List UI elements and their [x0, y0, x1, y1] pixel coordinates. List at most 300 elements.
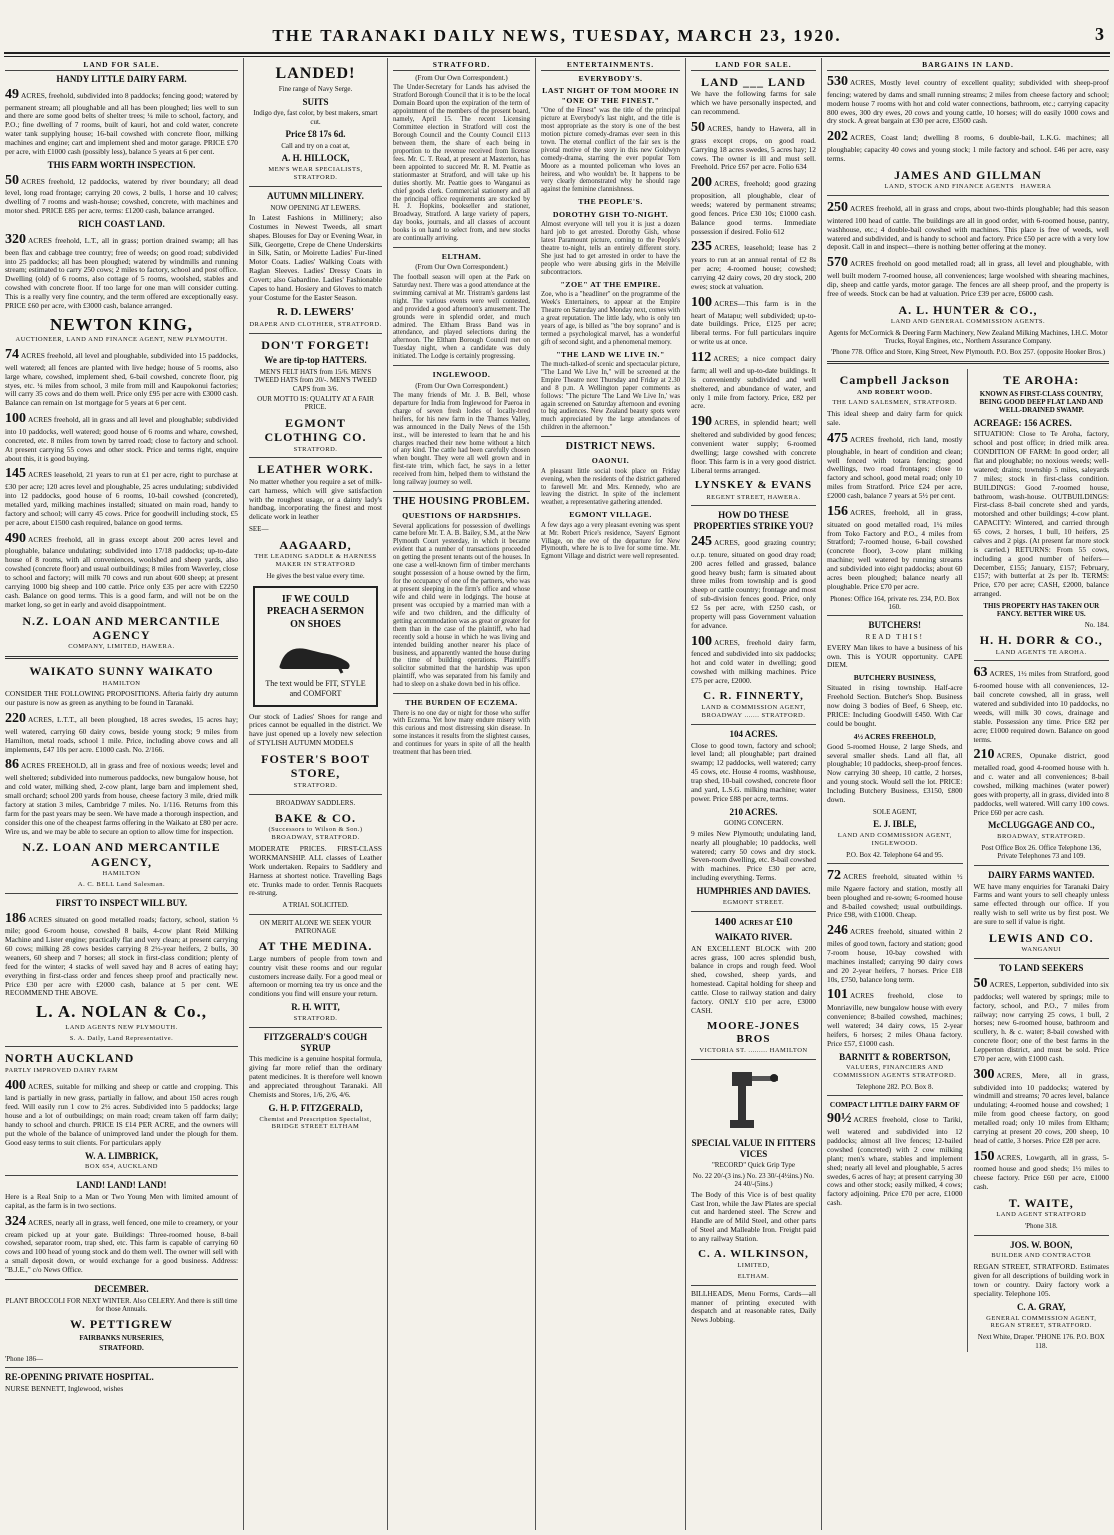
acreage: 49 [5, 86, 19, 102]
acreage: 186 [5, 910, 26, 926]
land-listing [5, 1214, 238, 1275]
divider [827, 195, 1109, 196]
agency-subtitle: VICTORIA ST. ......... HAMILTON [699, 1047, 808, 1055]
agency-subtitle: COMPANY, LIMITED, HAWERA. [68, 643, 175, 651]
ad-body: Close to good town, factory and school; level land; all ploughable; part drained swamp; 12 paddocks, well watered; carry 45 cows, etc. House 4 rooms, washhouse, trap shed, 10-bail cowshed, concrete floor and yard, L.S.G. milking machine; water power. Price £88 per acre, terms. [691, 740, 816, 803]
article-title: ELTHAM. [441, 252, 482, 262]
ad-intro: CONSIDER THE FOLLOWING PROPOSITIONS. Afteria fairly dry autumn our pasture is now as green as anything to be found in Taranaki. [5, 689, 238, 708]
land-listing [827, 74, 1109, 126]
divider [974, 1235, 1110, 1236]
land-listing [5, 757, 238, 836]
section-header: LAND FOR SALE. [5, 60, 238, 71]
ad-heading: WAIKATO SUNNY WAIKATO [29, 664, 214, 679]
byline: (From Our Own Correspondent.) [415, 263, 508, 272]
article-body: The football season will open at the Park on Saturday next. There was a good attendance at the swimming carnival at Mr. Tristram's gardens last night. The various events were well contested, and provided a good afternoon's amusement. The grounds were in splendid order, and much admired. The Eltham Brass Band was in attendance, and played selections during the afternoon. The Eltham Borough Council met on Tuesday night, when a candidate was duly initiated. The Lodge is certainly progressing. [393, 273, 530, 361]
land-listing [974, 1067, 1110, 1146]
agency-salesman: A. C. BELL Land Salesman. [77, 880, 166, 888]
agency-type: LAND, STOCK AND FINANCE AGENTS [884, 183, 1015, 191]
agency-address: BOX 654, AUCKLAND [85, 1163, 158, 1171]
listing-body: ACRES freehold, rich land, mostly ploughable, in heart of condition and clean; well fenced with totara fencing; good dwellings, two road frontages; close to factory and school, good metal road; only 10 miles from Stratford. Price £24 per acre, £2000 cash, balance 7 years at 5½ per cent. [827, 434, 963, 501]
ad-intro: Here is a Real Snip to a Man or Two Young Men with limited amount of capital, as the farm is in two sections. [5, 1191, 238, 1210]
acreage: 50 [691, 120, 705, 136]
phone-number: 'Phone 318. [1024, 1222, 1058, 1231]
agency-contact: Telephone 282. P.O. Box 8. [856, 1082, 934, 1091]
article-body: "One of the Finest" was the title of the principal picture at Everybody's last night, and the title is most appropriate as the story is one of the best motion picture comedy-dramas ever seen in this town. The eternal conflict of the fair sex is the pivotal motive of the story in this new Goldwyn comedy-drama, starring the ever popular Tom Moore as a mounted policeman who loves an heiress, and who wouldn't be. It happens to be very clearly demonstrated why he should rage against the feminine clannishness. [541, 107, 680, 194]
divider [974, 865, 1110, 866]
acreage: 90½ [827, 1111, 852, 1127]
ad-subheading: GOING CONCERN. [723, 819, 784, 828]
divider [393, 491, 530, 492]
listing-body: ACRES freehold, all level and ploughable, subdivided into 15 paddocks, well watered; all fences are planted with live hedge; house of 5 rooms, also large whare, cowshed, implement shed, 6-bail cowshed, concrete floor, pig styes, etc. ¼ miles from school, 3 mile from mill and Kaupokonui factories; will carry 35 cows and do them well. Price only £95 per acre with £3000 cash. Balance can remain on 1st mortgage for 5 years at 6 per cent. [5, 350, 238, 408]
land-listing [5, 232, 238, 311]
newspaper-title: THE TARANAKI DAILY NEWS, TUESDAY, MARCH 23, 1920. [272, 26, 842, 45]
land-listing [691, 295, 816, 347]
listing-body: ACRES freehold, all in grass except about 200 acres level and ploughable, balance undulating; subdivided into 17/18 paddocks; up-to-date house of 8 rooms, with all conveniences, woolshed and sheep yards, also cowshed (concrete floor) and usual outbuildings; 8 miles from Waverley, close to school and factory; will milk 70 cows and run about 600 sheep; at present carrying 1000 big sheep and 100 cattle. Price only £35 per acre with £2250 cash. Balance on good terms. This is a good farm, and will not be on the market long, so get in early and avoid disappointment. [5, 534, 238, 609]
agency-subtitle: THE LEADING SADDLE & HARNESS MAKER IN STRATFORD [254, 552, 377, 568]
ad-title: RE-OPENING PRIVATE HOSPITAL. [5, 1372, 154, 1383]
listing-body: ACRES, 1½ miles from Stratford, good 6-roomed house with all conveniences, 12-bail concrete cowshed, all in grass, well watered and subdivided into 10 paddocks, no weeds, will milk 30 cows, drainage and stable. Possession any time. Price £82 per acre; £1000 required down. Balance on good terms. [973, 669, 1109, 744]
ad-heading: TE AROHA: [1003, 373, 1080, 388]
listing-body: ACRES, good grazing country; o.r.p. tenure, situated on good dray road; 200 acres felled and grassed, balance good heavy bush; farm is situated about three miles from township and is good sheep or cattle country; frontage and most of sub-division fences good. Price, only £2 5s per acre, with £250 cash, or property will pass Government valuation for advance. [691, 538, 816, 630]
agency-name: HUMPHRIES AND DAVIES. [696, 886, 811, 897]
te-aroha-ad [974, 369, 1110, 1352]
ad-body: SEE— [249, 525, 269, 534]
ad-title: BUTCHERS! [868, 620, 921, 631]
ad-body: Call and try on a coat at, [281, 141, 350, 150]
divider [5, 1279, 238, 1280]
land-listing [827, 987, 963, 1048]
acreage: 245 [691, 534, 712, 549]
ad-title: BUTCHERY BUSINESS, [853, 673, 936, 683]
divider [827, 361, 1109, 364]
ad-title: LAND! LAND! LAND! [76, 1180, 167, 1191]
acreage: 220 [5, 711, 26, 727]
land-listing [827, 129, 1109, 164]
land-listing [827, 923, 963, 984]
divider [5, 1046, 238, 1047]
ad-subheading: HAMILTON [102, 679, 141, 687]
ad-subheading: ACRES AT [739, 918, 774, 927]
ad-subheading: KNOWN AS FIRST-CLASS COUNTRY, BEING GOOD DEEP FLAT LAND AND WELL-DRAINED SWAMP. [979, 389, 1104, 415]
agency-town: WANGANUI [1021, 946, 1062, 954]
land-listing [5, 531, 238, 610]
agency-town: STRATFORD. [99, 1344, 144, 1353]
acreage: 300 [973, 1066, 995, 1082]
land-listing [691, 120, 816, 172]
acreage: 490 [5, 530, 26, 546]
agency-subtitle: LAND & COMMISSION AGENT, BROADWAY ....... STRATFORD. [701, 704, 806, 719]
price: £10 [776, 915, 793, 928]
agency-town: STRATFORD. [293, 445, 338, 453]
listing-body: ACRES freehold, all in grass and crops, about two-thirds ploughable; had this season wintered 100 head of cattle. The buildings are all in good order, with 6-roomed house, pantry, washhouse, etc.; 4 double-bail cowshed with machines. This place is free of weeds, well watered and subdivided, and is handy to school and factory. Price £50 per acre with a very low deposit. Call in and inspect—there is nothing better offering at the money. [827, 204, 1109, 252]
agency-subtitle: LIMITED, [737, 1262, 770, 1270]
ad-number: No. 184. [1084, 620, 1109, 629]
ad-title [691, 916, 816, 929]
agency-contact: 'Phone 778. Office and Store, King Street, New Plymouth. P.O. Box 257. (opposite Hooker Bros.) [830, 347, 1106, 356]
shoe-icon [276, 635, 356, 675]
land-listing [691, 350, 816, 411]
divider [827, 863, 963, 864]
masthead [0, 0, 1114, 58]
ad-body: NURSE BENNETT, Inglewood, wishes [5, 1383, 124, 1393]
agency-name: C. A. GRAY, [1016, 1301, 1066, 1312]
ad-title: SUITS [302, 96, 329, 107]
agency-subtitle: DRAPER AND CLOTHIER, STRATFORD. [249, 320, 382, 328]
agency-name: McCLUGGAGE AND CO., [988, 820, 1095, 831]
land-listing [827, 504, 963, 592]
ad-heading: AT THE MEDINA. [258, 939, 373, 954]
land-listing [5, 711, 238, 754]
ad-title: RICH COAST LAND. [78, 219, 165, 230]
article-body: A pleasant little social took place on Friday evening, when the residents of the district gathered to farewell Mr. and Mrs. Kennedy, who are leaving the district. In spite of the inclement weather, a representative gathering attended. [541, 467, 680, 507]
agency-subtitle: EGMONT STREET. [722, 898, 785, 906]
agency-name: Campbell Jackson [839, 373, 950, 388]
ad-body: Situated in rising township. Half-acre Freehold Section. Butcher's Shop. Business now doing 3 bodies of Beef, 6 Sheep, etc. PRICE: Including Goodwill £450. With Car could be bought. [827, 683, 963, 728]
ad-heading: IF WE COULD PREACH A SERMON ON SHOES [266, 593, 365, 630]
acreage: 100 [691, 294, 712, 310]
acreage: 150 [973, 1148, 995, 1164]
ad-subheading: ON MERIT ALONE WE SEEK YOUR PATRONAGE [259, 918, 372, 936]
column-3 [388, 58, 536, 1530]
agency-name: N.Z. LOAN AND MERCANTILE AGENCY [22, 613, 221, 642]
divider [974, 958, 1110, 959]
article-subtitle: EGMONT VILLAGE. [569, 510, 652, 520]
listing-body: ACRES, Lowgarth, all in grass, 5-roomed house and good sheds; 1½ miles to cheese factory. Price £60 per acre, £1000 cash. [973, 1152, 1109, 1192]
column-4 [536, 58, 686, 1530]
listing-body: ACRES, Lepperton, subdivided into six paddocks; well watered by springs; mile to factory, school, and P.O., 7 miles from railway; now carrying 25 cows, 1 bull, 2 horses; new 6-roomed house, bathroom and scullery, h. & c. water; 8-bail cowshed with concrete floor; one of the best farms in the Lepperton district, and must be sold. Price £70 per acre, with £1000 cash. [973, 979, 1109, 1063]
land-listing [827, 255, 1109, 298]
divider [827, 1095, 963, 1096]
agency-name: R. H. WITT, [291, 1002, 340, 1013]
ad-title: WAIKATO RIVER. [714, 931, 793, 942]
acreage: 112 [691, 350, 712, 366]
divider [5, 893, 238, 894]
land-listing [691, 534, 816, 631]
divider [393, 365, 530, 366]
page-columns [0, 58, 1114, 1530]
ad-body: AN EXCELLENT BLOCK with 200 acres grass, 100 acres splendid bush, balance in crops and rough feed. Wool shed, cowshed, sheep yards, and homestead. Capital holding for sheep and cattle. Close to railway station and dairy factory. ONLY £10 per acre, £3000 CASH. [691, 943, 816, 1015]
article-title: INGLEWOOD. [432, 370, 491, 380]
agency-name: C. A. WILKINSON, [698, 1247, 809, 1260]
acreage: 1400 [714, 915, 737, 928]
ad-subheading: SOLE AGENT, [872, 807, 917, 816]
article-body: A few days ago a very pleasant evening was spent at Mr. Robert Price's residence, 'Sayers' Egmont Village, on the eve of the departure for New Plymouth, where he is to live for some time. Mr. Egmont Village and district were well represented. [541, 521, 680, 561]
listing-body: ACRES, leasehold; lease has 2 years to run at an annual rental of £2 8s per acre; 4-roomed house; cowshed; carrying 42 dairy cows, 20 dry stock, 200 ewes; stock at valuation. [691, 243, 816, 291]
article-body: The Under-Secretary for Lands has advised the Stratford Borough Council that it is to be the local Domain Board upon the expiration of the term of appointment of the members of the present board, namely, April 15. The recent Licensing Committee election in Stratford will cost the Borough Council and the County Council £113 between them, the share of each being in proportion to the revenue received from license fees. Mr. C. T. Read, at present at Masterton, has been appointed to succeed Mr. R. M. Peattie as stationmaster at Stratford, and will take up his duties shortly. Mr. Peattie goes to Wanganui as chief goods clerk. Commercial stationery and all the principal office requirements are stocked by H. J. Hopkins, bookseller and stationer, Broadway, Stratford. A large variety of papers, day books, journals, and all classes of account books is on hand to select from, and new stocks are continually arriving. [393, 84, 530, 243]
land-listing [691, 414, 816, 475]
agency-contact: Phones: Office 164, private res. 234, P.O. Box 160. [830, 594, 960, 612]
ad-body: SITUATION: Close to Te Aroha, factory, school and post office; in dried milk area. CONDITION OF FARM: In good order; all flat and ploughable; no noxious weeds; well-watered; drains; township 5 miles, saleyards 7 miles; stock in first-class condition. BUILDINGS: Good 7-roomed house, bathroom, wash-house. OUTBUILDINGS: First-class 8-bail concrete shed and yards, motorshed and other buildings; 4-cow plant. CAPACITY: Wintered, and carried through 65 cows, 2 horses, 1 bull, 10 heifers, 25 calves and 2 pigs. (At present far more stock is carried.) RETURNS: From 55 cows, including a good number of heifers—December, £155; January, £157; February, £157; with butterfat at 2s per lb. TERMS: Price, £70 per acre; CASH, £2000, balance arranged. [973, 429, 1109, 599]
agency-name: A. H. HILLOCK, [281, 153, 350, 164]
ad-title: DAIRY FARMS WANTED. [988, 869, 1095, 880]
byline: (From Our Own Correspondent.) [415, 381, 508, 390]
land-listing [974, 665, 1110, 744]
acreage: 246 [827, 923, 848, 939]
divider [249, 333, 382, 334]
listing-body: ACRES freehold, situated within 2 miles of good town, factory and station; good 7-room house, 10-bay cowshed with machines installed; carrying 90 dairy cows and 20 2-year heifers, 7 horses. Price £18 10s, £750, balance long term. [827, 927, 963, 984]
acreage: 200 [691, 175, 712, 191]
agency-name: R. D. LEWERS' [276, 305, 355, 318]
article-title: "ZOE" AT THE EMPIRE. [560, 279, 661, 289]
agency-name: LYNSKEY & EVANS [694, 479, 813, 492]
listing-body: ACRES, freehold; good grazing proposition, all ploughable, clear of weeds; watered by permanent streams; good fences. Price £30 10s; £1000 cash. Balance good terms. Immediate possession if desired. Folio 612 [691, 179, 816, 236]
agency-contact: P.O. Box 42. Telephone 64 and 95. [846, 850, 944, 859]
land-listing [5, 347, 238, 408]
listing-body: ACRES, Mostly level country of excellent quality; subdivided with sheep-proof fencing; watered by dams and small running streams; 2 miles from cheese factory and school; modern house 7 rooms with hot and cold water connections, bathroom, etc.; carrying capacity 800 ewes, 300 dry ewes, 20 cows and young cattle, 10 horses; will do easily 1000 cows and dry stock. A great bargain at £30 per acre, £3500 cash. [827, 78, 1109, 126]
article-body: The many friends of Mr. J. B. Bell, whose departure for India from Inglewood for Paeroa in charge of seven fresh lodes of locally-bred heifers, for his new farm in the Thames Valley, was announced in the Daily News of the 15th inst., will be interested to learn that he and his charges reached their new home without a hitch of any kind. The cattle had been carefully chosen when bought. They were all well grown and in first-rate trim, which fact, he says in a letter received from him, helped them to withstand the long railway journey so well. [393, 391, 530, 487]
agency-name: LEWIS AND CO. [988, 930, 1094, 945]
listing-body: ACRES freehold, 12 paddocks, watered by river boundary; all dead level, long road frontage; carrying 20 cows, 2 bulls, 1 horse and 10 calves; dwelling of 7 rooms and wash-house; cowshed, concrete, with machines and motor shed. PRICE £85 per acre, terms: £1200 cash, balance arranged. [5, 176, 238, 216]
ad-subheading: READ THIS! [865, 633, 925, 642]
column-2 [244, 58, 388, 1530]
campbell-jackson-ad [827, 369, 968, 1352]
listing-body: ACRES freehold, close to Tariki, well watered and subdivided into 12 paddocks; almost all live fences; 12-bailed cowshed (concreted) with 2 cow milking plant; men's whare, stables and implement shed; nearly all level and ploughable, 5 acres swedes, 6 acres of hay; at present carrying 30 cows and other stock; easily milked, 4 cows; factory adjoining. Price £70 per acre, £1000 cash. [827, 1115, 963, 1208]
ad-title: 210 ACRES. [729, 806, 778, 817]
ad-body: MODERATE PRICES. FIRST-CLASS WORKMANSHIP. ALL classes of Leather Work undertaken. Repairs to Saddlery and Harness at shortest notice. Travelling Bags etc. Trunks made to order. Tennis Racquets re-strung. [249, 844, 382, 898]
article-body: Zoe, who is a "headliner" on the programme of the Week's Entertainers, to appear at the Empire Theatre on Saturday and Monday next, comes with a great reputation. The little lady, who is only ten years of age, is billed as "the boy soprano" and is termed a psychological marvel, has a wonderful gift of second sight, and a phenomenal memory. [541, 290, 680, 346]
divider [691, 1059, 816, 1060]
agency-subtitle: GENERAL COMMISSION AGENT, REGAN STREET, STRATFORD. [986, 1314, 1097, 1330]
divider [974, 660, 1110, 661]
listing-body: ACRES freehold, all in grass and all level and ploughable; subdivided into 10 paddocks, well watered; good house of 6 rooms and whare, cowshed, concreted, etc. 8 miles from town by tarred road; close to factory and school. At present carrying 55 cows and other stock. Price and terms right, enquire about this, it is good buying. [5, 415, 238, 463]
ad-body: PLANT BROCCOLI FOR NEXT WINTER. Also CELERY. And there is still time for those Annuals. [5, 1296, 238, 1314]
divider [541, 436, 680, 437]
agency-name: N.Z. LOAN AND MERCANTILE AGENCY, [22, 840, 221, 869]
agency-name: EGMONT CLOTHING CO. [264, 415, 367, 445]
ad-subheading: NOW OPENING AT LEWERS. [270, 203, 361, 212]
ad-title: HOW DO THESE PROPERTIES STRIKE YOU? [693, 510, 814, 532]
acreage: 86 [5, 757, 19, 773]
listing-body: ACRES freehold on good metalled road; all in grass, all level and ploughable, with well built modern 7-roomed house, all conveniences; large woolshed with shearing machines, dip, sheep and cattle yards, motor garage. The fences are all sheep proof, and the property is free of weeds. Stock can be had at valuation. Price £39 per acre, £6000 cash. [827, 259, 1109, 298]
ad-body: No matter whether you require a set of milk-cart harness, which will give satisfaction with the roughest usage, or a dainty lady's handbag, incorporating the finest and most delicate work in leather [249, 476, 382, 522]
agency-subtitle: LAND AGENTS TE AROHA. [995, 648, 1087, 656]
acreage: 570 [827, 255, 848, 271]
article-title: THE HOUSING PROBLEM. [393, 496, 530, 508]
divider [393, 693, 530, 694]
agency-name: A. L. HUNTER & CO., [898, 302, 1038, 317]
ad-heading: DON'T FORGET! [261, 337, 370, 352]
land-listing [827, 1111, 963, 1208]
ad-heading: LAND ___ LAND [700, 75, 806, 89]
agency-subtitle: (Successors to Wilson & Son.) BROADWAY, STRATFORD. [268, 826, 363, 842]
agency-subtitle: REGENT STREET, HAWERA. [706, 493, 801, 501]
divider [691, 1285, 816, 1286]
land-listing [974, 976, 1110, 1064]
article-title: THE BURDEN OF ECZEMA. [405, 698, 518, 708]
acreage: 202 [827, 129, 848, 145]
listing-body: ACRES, Coast land; dwelling 8 rooms, 6 double-bail, L.K.G. machines; all ploughable; capacity 40 cows and young stock; 1 mile factory and school. £46 per acre, easy terms. [827, 133, 1109, 163]
listing-body: ACRES, L.T.T., all been ploughed, 18 acres swedes, 15 acres hay; well watered, carrying 60 dairy cows, beside young stock; 9 miles from Hamilton, metal roads, school 1 mile. Price, including above cows and all implements, £47 10s per acre. £1000 cash. No. 2/166. [5, 715, 238, 754]
byline: (From Our Own Correspondent.) [415, 74, 508, 82]
ad-body: Our stock of Ladies' Shoes for range and prices cannot be equalled in the district. We have just opened up a lovely new selection of STYLISH AUTUMN MODELS [249, 711, 382, 748]
ad-heading: LEATHER WORK. [257, 462, 374, 477]
agency-subtitle: BROADWAY, STRATFORD. [997, 833, 1086, 841]
ad-note: THIS PROPERTY HAS TAKEN OUR FANCY. BETTER WIRE US. [983, 602, 1100, 619]
column-1 [0, 58, 244, 1530]
agency-name: G. H. P. FITZGERALD, [268, 1102, 363, 1113]
agency-subtitle: LAND AND COMMISSION AGENT, INGLEWOOD. [837, 831, 952, 847]
article-subtitle: DOROTHY GISH TO-NIGHT. [552, 209, 669, 219]
ad-heading: LANDED! [275, 65, 356, 82]
listing-body: ACRES freehold, close to Monriaville, new bungalow house with every convenience; 8-bailed cowshed, machines; well watered; 34 dairy cows, 15 2-year heifers, 6 horses; 2 miles Ohaua factory. Price £57, £1000 cash. [827, 991, 963, 1048]
article-body: The much-talked-of scenic and spectacular picture, "The Land We Live In," will be screened at the Empire Theatre next Thursday and Friday at 2.30 and 8 p.m. A Wellington paper comments as follows: "The picture 'The Land We Live In,' was again screened on Saturday afternoon and evening to big audiences. New Zealand beauty spots were much appreciated by the large attendances of children in the afternoon." [541, 360, 680, 432]
ad-title: ACREAGE: 156 ACRES. [973, 417, 1072, 428]
section-header: BARGAINS IN LAND. [827, 60, 1109, 71]
ad-body: In Latest Fashions in Millinery; also Costumes in Newest Tweeds, all smart shapes. Blouses for Day or Evening Wear, in Silk, Georgette, Crepe de Chene Underskirts in Silk, Satin, or Moirette Ladies' Fur-lined Motor Coats. Ladies' Walking Coats with Raglan Sleeves. Ladies' Dressy Coats in Covert; also Gabardine. Ladies' Fashionable Capes to hand. Hosiery and Gloves to match your Costume for the Easter Season. [249, 212, 382, 302]
section-header: LAND FOR SALE. [691, 60, 816, 71]
agency-subtitle: BUILDER AND CONTRACTOR [991, 1252, 1092, 1260]
agency-name: T. WAITE, [1008, 1196, 1074, 1211]
divider [393, 247, 530, 248]
ad-title: FIRST TO INSPECT WILL BUY. [55, 897, 188, 908]
agency-name: W. A. LIMBRICK, [85, 1150, 158, 1161]
agency-name: L. A. NOLAN & Co., [35, 1002, 207, 1022]
acreage: 50 [973, 975, 988, 991]
two-column-block [827, 369, 1109, 1352]
divider [827, 615, 963, 616]
acreage: 50 [5, 172, 19, 188]
listing-body: ACRES freehold, situated within ½ mile Ngaere factory and station, mostly all been ploughed and re-sown; 6-roomed house and 8-bailed cowshed; usual outbuildings. Price £98, with £1000. Cheap. [827, 871, 963, 920]
ad-body: Indigo dye, fast color, by best makers, smart cut. [253, 109, 378, 126]
land-listing [5, 911, 238, 999]
ad-body: BILLHEADS, Menu Forms, Cards—all manner of printing executed with despatch and at reasonable rates, Daily News Jobbing. [691, 1288, 816, 1325]
agency-subtitle: HAMILTON [102, 870, 141, 878]
land-listing [974, 747, 1110, 817]
acreage: 210 [973, 747, 995, 763]
land-listing [827, 200, 1109, 252]
listing-body: ACRES leasehold, 21 years to run at £1 per acre, right to purchase at £30 per acre; 120 acres level and ploughable, 25 acres undulating; subdivided into 12 paddocks, good house of 6 rooms, 10-bail cowshed (concreted), metalled yard, milking machines installed; situated on main road, handy to factory and school; will carry 45 cows. Price for goodwill including stock, £5 per acre, about £1500 cash required, balance on good terms. [5, 470, 238, 527]
agency-subtitle: AUCTIONEER, LAND AND FINANCE AGENT, NEW PLYMOUTH. [15, 336, 228, 344]
listing-body: ACRES, freehold, all in grass, situated on good metalled road, 1¼ miles from Toko Factory and P.O., 4 miles from Stratford; 7-roomed house, 6-bail cowshed (concrete floor), 3-cow plant milking machine; well watered by running streams and subdivided into eight paddocks; about 60 acres been ploughed; balance nearly all ploughable. Price £70 per acre. [827, 507, 963, 591]
divider [249, 794, 382, 795]
land-listing [5, 87, 238, 157]
ad-title: HANDY LITTLE DAIRY FARM. [56, 74, 187, 84]
land-listing [827, 431, 963, 501]
phone-number: 'Phone 186— [5, 1354, 44, 1363]
ad-body: WE have many enquiries for Taranaki Dairy Farms and want yours to sell cheaply unless same effected through our office. If you really wish to sell write us by first post. We are sure to sell if value is right. [973, 881, 1109, 927]
listing-body: ACRES freehold, L.T., all in grass; portion drained swamp; all has been flax and cabbage tree country; free of weeds; on good road; subdivided into 25 paddocks; all has been ploughed; watered by windmills and running stream; estimated to carry 250 cows; 2 miles to factory, school and post office. Dwelling (old) of 6 rooms, also cottage of 5 rooms, woolshed, stables and cowshed with concrete floor. If too large for one man will consider cutting. This is a really very fine country, and the term offered are exceptionally easy. PRICE £60 per acre, with £3000 cash, balance arranged. [5, 235, 238, 310]
tagline: He gives the best value every time. [266, 571, 365, 580]
land-listing [5, 466, 238, 527]
ad-subheading: PARTLY IMPROVED DAIRY FARM [5, 1066, 119, 1074]
acreage: 74 [5, 346, 19, 362]
ad-body: Good 5-roomed House, 2 large Sheds, and several smaller sheds. Land all flat, all ploughable; 10 paddocks, sheep-proof fences. Now carrying 30 sheep, 10 cattle, 2 horses, and young stock. Would sell the lot. PRICE: Including Butchery Business, £3150, £800 down. [827, 741, 963, 804]
agency-subtitle: LAND AND GENERAL COMMISSION AGENTS. [890, 318, 1046, 326]
listing-body: ACRES FREEHOLD, all in grass and free of noxious weeds; level and well sheltered; subdivided into numerous paddocks, new bungalow house, hot and cold water, milking shed, 2-cow plant, large barn and implement shed, small orchard; school 200 yards from house, cheese factory 3 mile, dried milk factory at station 3 miles, Cambridge 7 miles. No. 1/116. Returns from this farm for the past years may be seen. We have made a thorough inspection, and consider this one of the cheapest farms offering in the Waikato at £80 per acre. Wire us, and we may be able to secure an option to allow time for inspection. [5, 761, 238, 836]
acreage: 324 [5, 1213, 26, 1229]
section-header: STRATFORD. [393, 60, 530, 71]
vice-icon [724, 1064, 784, 1134]
divider [5, 1175, 238, 1176]
column-6 [822, 58, 1114, 1530]
agency-name: H. H. DORR & CO., [979, 633, 1103, 648]
agency-contact: Post Office Box 26. Office Telephone 136, Private Telephones 73 and 109. [981, 844, 1102, 861]
acreage: 100 [5, 411, 26, 427]
agency-subtitle: FAIRBANKS NURSERIES, [79, 1333, 164, 1342]
listing-body: ACRES, Mere, all in grass, subdivided into 10 paddocks; watered by windmill and streams; 70 acres level, balance undulating; 4-roomed house and cowshed; 1 mile from good cheese factory, on good metalled road; only 10 miles from Eltham; carrying at present 20 cows, 200 sheep, 10 head of cattle, 3 horses. Price £28 per acre. [973, 1070, 1109, 1145]
acreage: 235 [691, 239, 712, 255]
agency-name: MOORE-JONES BROS [707, 1019, 800, 1045]
agency-subtitle: AND ROBERT WOOD. [857, 388, 933, 396]
listing-body: ACRES, freehold dairy farm, fenced and subdivided into six paddocks; hot and cold water in dwelling; good cowshed with milking machines. Price £75 per acre, £2000. [691, 637, 816, 686]
agency-town: STRATFORD. [293, 1015, 338, 1023]
ad-heading: NORTH AUCKLAND [5, 1051, 135, 1066]
divider [249, 914, 382, 915]
agency-town: STRATFORD. [293, 781, 338, 789]
acreage: 145 [5, 466, 26, 482]
article-title: EVERYBODY'S. [578, 74, 643, 83]
acreage: 400 [5, 1077, 26, 1093]
agency-name: E. J. IBLE, [873, 819, 917, 830]
acreage: 320 [5, 231, 26, 247]
ad-subheading: "RECORD" Quick Grip Type [711, 1161, 796, 1170]
tagline: A TRIAL SOLICITED. [282, 901, 349, 910]
land-listing [691, 175, 816, 236]
section-header: ENTERTAINMENTS. [541, 60, 680, 71]
article-subtitle: LAST NIGHT OF TOM MOORE IN "ONE OF THE FINEST." [542, 86, 679, 105]
motto: OUR MOTTO IS: QUALITY AT A FAIR PRICE. [257, 395, 374, 412]
masthead-rule [4, 52, 1110, 57]
ad-title: We are tip-top HATTERS. [264, 355, 367, 366]
ad-body: This medicine is a genuine hospital formula, giving far more relief than the ordinary patent medicines. It is therefore well known and appreciated throughout Taranaki. All Chemists and Stores, 1/6, 2/6, 4/6. [249, 1054, 382, 1099]
acreage: 530 [827, 74, 848, 89]
divider [691, 911, 816, 912]
ad-body: EVERY Man likes to have a business of his own. This is YOUR opportunity. CAPE DIEM. [827, 642, 963, 670]
listing-body: ACRES—This farm is in the heart of Matapu; well subdivided; up-to-date buildings. Price, £125 per acre; liberal terms. For full particulars inquire or write us at once. [691, 298, 816, 347]
land-listing [691, 634, 816, 686]
agency-town: HAWERA [1020, 183, 1052, 191]
divider [691, 724, 816, 725]
land-listing [827, 868, 963, 920]
acreage: 190 [691, 414, 712, 430]
listing-body: ACRES situated on good metalled roads; factory, school, station ½ mile; good 6-room house, cowshed 8 bails, 4-cow plant Reid Milking Machine and Lister engine; practically flat and very clean; at present carrying 60 cows; milking 28 cows besides carrying 8 2½-year heifers, 2 bulls, 30 weaners, 60 sheep and 7 horses; all stock in first-class condition; plenty of feed for the winter; 4 stacks of well saved hay and 8 acres of eating hay; everything in first-class order and fences sheep proof and practically new. Price £30 per acre with £2000 cash, balance at 5 per cent. WE RECOMMEND THE ABOVE. [5, 914, 238, 998]
ad-title: DECEMBER. [94, 1283, 149, 1294]
agency-name: JOS. W. BOON, [1010, 1239, 1073, 1250]
listing-body: ACRES, nearly all in grass, well fenced, one mile to creamery, or your cream picked up at your gate. Buildings: Three-roomed house, 8-bail cowshed, separator room, trap shed, etc. This farm is capable of carrying 60 cows and 100 head of young stock and do them well. The owner will sell with a small deposit down, or would exchange for a good business. Address: "B.J.E.," c/o News Office. [5, 1217, 238, 1275]
ad-title: SPECIAL VALUE IN FITTERS VICES [691, 1137, 816, 1159]
acreage: 101 [827, 987, 848, 1003]
ad-intro: We have the following farms for sale which we have personally inspected, and can recommend. [691, 89, 816, 117]
column-5 [686, 58, 822, 1530]
ad-body: 9 miles New Plymouth; undulating land, nearly all ploughable; 10 paddocks, well watered; carry 50 cows and dry stock. Seven-room dwelling, etc. 8-bail cowshed with machines. Price £30 per acre, including everything. Terms. [691, 828, 816, 883]
acreage: 100 [691, 633, 712, 649]
agency-subtitle: THE LAND SALESMEN, STRATFORD. [832, 399, 958, 407]
agency-subtitle: LAND AGENT STRATFORD [996, 1211, 1087, 1219]
land-listing [5, 411, 238, 463]
listing-body: ACRES, freehold, subdivided into 8 paddocks; fencing good; watered by permanent stream; all ploughable and all has been ploughed; lies well to sun and there are some good belts of shelter trees; ¼ mile to school, factory, and P.O.; fine dwelling of 7 rooms, built of kauri, hot and cold water, concrete water tank supplying house; 16-bail cowshed with concrete floor, milking machines and engine; cart and implement shed and motor garage. PRICE £70 per acre, with £1000 cash (possibly less), balance 5 years at 6 per cent. [5, 90, 238, 156]
listing-body: ACRES, in splendid heart; well sheltered and subdivided by good fences; convenient water supply; 6-roomed dwelling; large cowshed with concrete floor. This farm is in a very good district. Liberal terms arranged. [691, 418, 816, 475]
listing-body: ACRES, suitable for milking and sheep or cattle and cropping. This land is partially in new grass, partially in fallow, and about 150 acres rough feed. Will easily run 1 cow to 2½ acres. Subdivided into 5 paddocks; large house and a lot of outbuildings; on main road; cream taken off farm daily; handy to school and church. PRICE IS £14 PER ACRE, and the owners will put the whole of the balance of unimproved land under the plough for them. Good easy terms to suit clients. For particulars apply [5, 1081, 238, 1147]
agency-subtitle: Chemist and Prescription Specialist, BRIDGE STREET ELTHAM [259, 1115, 372, 1131]
ad-title: AUTUMN MILLINERY. [267, 190, 364, 201]
divider [691, 505, 816, 506]
ad-title: COMPACT LITTLE DAIRY FARM OF [829, 1100, 960, 1110]
agency-subtitle [827, 183, 1109, 191]
article-body: Almost everyone will tell you it is just a dozen hard job to get arrested. Dorothy Gish, whose latest Paramount picture, coming to the People's theatre to-night, tells an entirely different story. She just had to get arrested in order to have the people who were abusing girls in the Melville subcontractors. [541, 221, 680, 276]
ad-body: The Body of this Vice is of best quality Cast Iron, while the Jaw Plates are special cut and hardened steel. The Screw and Handle are of Mild Steel, and other parts of Steel and Malleable Iron. Freight paid to any railway Station. [691, 1189, 816, 1243]
agency-description: Agents for McCormick & Deering Farm Machinery, New Zealand Milking Machines, I.H.C. Motor Trucks, Royal Engines, etc., Northern Assurance Company. [828, 328, 1108, 346]
land-listing [5, 1078, 238, 1148]
divider [249, 186, 382, 187]
article-title: THE PEOPLE'S. [578, 197, 643, 207]
agency-subtitle: MEN'S WEAR SPECIALISTS, STRATFORD. [268, 166, 363, 181]
ad-title: TO LAND SEEKERS [999, 963, 1084, 974]
ad-body: MEN'S FELT HATS from 15/6. MEN'S TWEED HATS from 20/-. MEN'S TWEED CAPS from 3/6. [254, 367, 377, 393]
agency-town: ELTHAM. [737, 1272, 770, 1280]
ad-title: 104 ACRES. [729, 728, 778, 739]
divider [5, 656, 238, 659]
page-number: 3 [1095, 24, 1104, 44]
